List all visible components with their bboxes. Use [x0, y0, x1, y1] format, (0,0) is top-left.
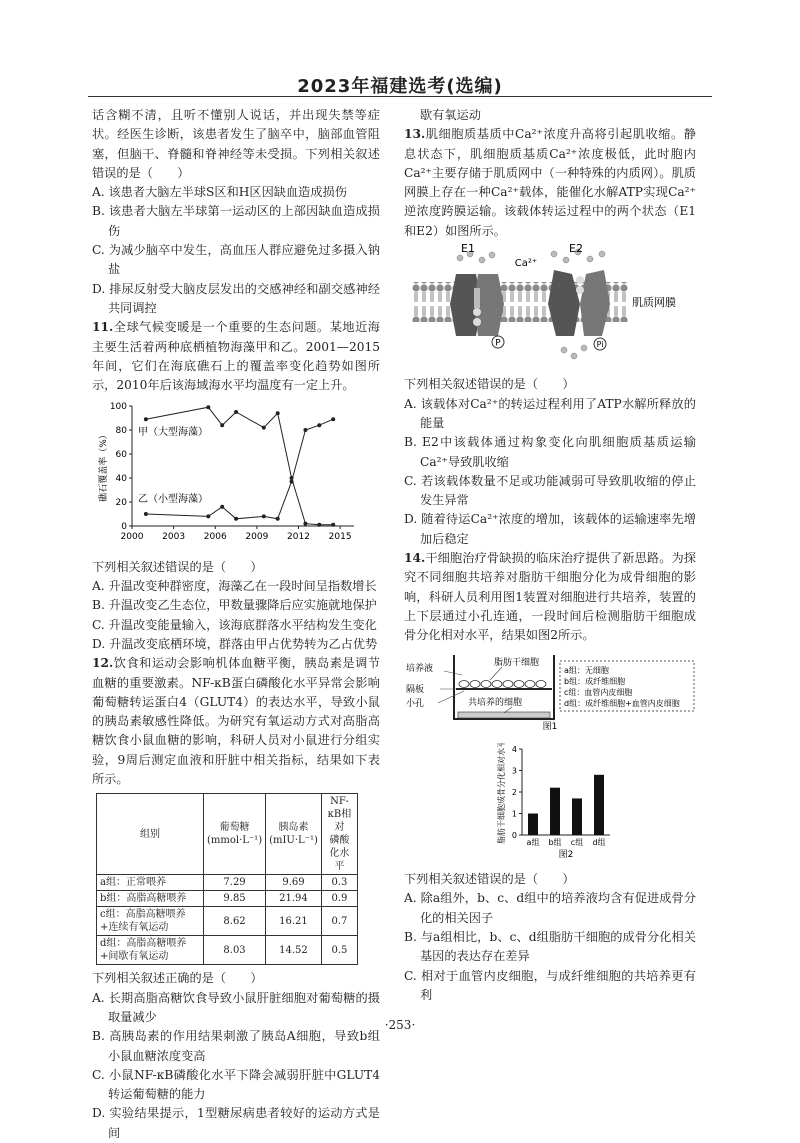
q11-option-c: C. 升温改变能量输入，该海底群落水平结构发生变化 [92, 617, 377, 632]
membrane-label: 肌质网膜 [632, 296, 676, 310]
hole-label: 小孔 [406, 698, 425, 709]
table-cell: b组：高脂高糖喂养 [97, 891, 204, 907]
table-cell: 8.62 [204, 907, 266, 936]
q12-number: 12. [92, 656, 114, 671]
bar [528, 813, 538, 835]
table-header-cell: NF-κB相对 磷酸化水平 [321, 794, 357, 875]
e2-label: E2 [569, 244, 583, 256]
q14-question: 下列相关叙述错误的是（ ） [404, 872, 575, 887]
bar [550, 788, 560, 835]
series-point [331, 418, 335, 422]
header-rule [88, 96, 712, 97]
coculture-cells-label: 共培养的细胞 [468, 697, 523, 708]
table-cell: 14.52 [266, 936, 322, 965]
q12-option-b: B. 高胰岛素的作用结果刺激了胰岛A细胞，导致b组小鼠血糖浓度变高 [92, 1029, 380, 1063]
osteogenic-bar-chart [404, 743, 696, 861]
q12-option-c: C. 小鼠NF-κB磷酸化水平下降会减弱肝脏中GLUT4转运葡萄糖的能力 [92, 1067, 380, 1102]
table-cell: 21.94 [266, 891, 322, 907]
q14-option-b: B. 与a组相比，b、c、d组脂肪干细胞的成骨分化相关基因的表达存在差异 [404, 930, 696, 964]
culture-medium-label: 培养液 [406, 663, 434, 674]
q11-option-a: A. 升温改变种群密度，海藻乙在一段时间呈指数增长 [92, 579, 377, 594]
table-row [97, 936, 358, 965]
table-row [97, 907, 358, 936]
page-number: ·253· [384, 1018, 416, 1032]
q10-continuation: 话含糊不清，且听不懂别人说话，并出现失禁等症状。经医生诊断，该患者发生了脑卒中，脑部血管阻塞，但脑干、脊髓和脊神经等未受损。下列相关叙述错误的是（ ） [92, 108, 380, 180]
calcium-label: Ca²⁺ [514, 258, 538, 270]
series-point [234, 517, 238, 521]
q13-number: 13. [404, 127, 426, 142]
e1-label: E1 [461, 244, 475, 256]
calcium-pump-diagram [404, 244, 696, 366]
bar [594, 775, 604, 835]
series-line-jia [146, 408, 333, 526]
y-tick-label: 4 [511, 744, 517, 754]
table-header-row [97, 794, 358, 875]
table-header-cell: 葡萄糖 (mmol·L⁻¹) [204, 794, 266, 875]
e1-carrier-shape [450, 274, 504, 336]
x-tick-label: c组 [570, 837, 584, 847]
series-point [317, 424, 321, 428]
y-tick-label: 100 [109, 402, 127, 413]
x-tick-label: 2006 [203, 532, 227, 543]
table-cell: 9.69 [266, 875, 322, 891]
series-point [317, 523, 321, 527]
left-column [92, 106, 380, 1143]
table-cell: 8.03 [204, 936, 266, 965]
q11-number: 11. [92, 320, 114, 335]
coculture-apparatus-diagram [404, 649, 696, 731]
series-point [206, 406, 210, 410]
q12-question: 下列相关叙述正确的是（ ） [92, 971, 263, 986]
series-point [303, 428, 307, 432]
table-cell: 7.29 [204, 875, 266, 891]
page-header-title: 2023年福建选考(选编) [297, 76, 503, 97]
q13-option-c: C. 若该载体数量不足或功能减弱可导致肌收缩的停止发生异常 [404, 473, 696, 508]
legend-item: d组：成纤维细胞+血管内皮细胞 [564, 698, 680, 708]
adsc-label: 脂肪干细胞 [494, 657, 540, 668]
series-point [144, 418, 148, 422]
x-tick-label: 2012 [287, 532, 310, 543]
y-tick-label: 3 [511, 766, 517, 776]
series-point [206, 515, 210, 519]
seaweed-coverage-chart [92, 398, 380, 548]
q11-text: 全球气候变暖是一个重要的生态问题。某地近海主要生活着两种底栖植物海藻甲和乙。2001—2015年间，它们在海底礁石上的覆盖率变化趋势如图所示，2010年后该海域海水平均温度有一定上升。 [92, 320, 380, 393]
q12-text: 饮食和运动会影响机体血糖平衡，胰岛素是调节血糖的重要激素。NF-κB蛋白磷酸化水平异常会影响葡萄糖转运蛋白4（GLUT4）的表达水平，导致小鼠的胰岛素敏感性降低。为研究有氧运动方式对高脂高糖饮食小鼠血糖的影响，科研人员对小鼠进行分组实验，9周后测定血液和肝脏中相关指标，结果如下表所示。 [92, 656, 380, 787]
q13-option-d: D. 随着待运Ca²⁺浓度的增加，该载体的运输速率先增加后稳定 [404, 512, 696, 546]
y-axis-label: 脂肪干细胞成骨分化相对水平 [497, 742, 506, 844]
q12-stem [92, 654, 380, 789]
adsc-cells [459, 680, 546, 687]
q13-option-a: A. 该载体对Ca²⁺的转运过程利用了ATP水解所释放的能量 [404, 396, 696, 430]
series-point [276, 412, 280, 416]
series-point [290, 480, 294, 484]
q10-option-c: C. 为减少脑卒中发生，高血压人群应避免过多摄入钠盐 [92, 243, 380, 277]
y-tick-label: 40 [115, 474, 127, 485]
series-point [262, 426, 266, 430]
series-point [303, 522, 307, 526]
q13-option-b: B. E2中该载体通过构象变化向肌细胞质基质运输Ca²⁺导致肌收缩 [404, 435, 696, 469]
series-label-yi: 乙（小型海藻） [138, 494, 208, 506]
q14-option-a: A. 除a组外，b、c、d组中的培养液均含有促进成骨分化的相关因子 [404, 891, 696, 925]
series-point [262, 515, 266, 519]
x-tick-label: 2003 [162, 532, 186, 543]
legend-item: a组：无细胞 [564, 665, 609, 675]
y-tick-label: 2 [511, 787, 517, 797]
q11-stem [92, 318, 380, 395]
series-point [234, 410, 238, 414]
figure1-caption: 图1 [542, 721, 558, 731]
series-point [276, 517, 280, 521]
q11-question: 下列相关叙述错误的是（ ） [92, 559, 263, 574]
series-point [331, 523, 335, 527]
x-tick-label: d组 [592, 837, 606, 847]
right-column [404, 106, 696, 1005]
x-tick-label: 2000 [120, 532, 144, 543]
y-tick-label: 20 [115, 498, 127, 509]
q14-text: 干细胞治疗骨缺损的临床治疗提供了新思路。为探究不同细胞共培养对脂肪干细胞分化为成骨细胞的影响，科研人员利用图1装置对细胞进行共培养，装置的上下层通过小孔连通，一段时间后检测脂肪干细胞成骨分化相对水平，结果如图2所示。 [404, 551, 696, 643]
q12-option-a: A. 长期高脂高糖饮食导致小鼠肝脏细胞对葡萄糖的摄取量减少 [92, 990, 380, 1024]
table-cell: 16.21 [266, 907, 322, 936]
y-tick-label: 80 [115, 426, 127, 437]
q11-option-b: B. 升温改变乙生态位，甲数量骤降后应实施就地保护 [92, 598, 377, 613]
y-axis-label: 礁石覆盖率（%） [99, 430, 109, 503]
series-point [220, 505, 224, 509]
table-cell: a组：正常喂养 [97, 875, 204, 891]
q14-stem [404, 549, 696, 645]
table-header-cell: 组别 [97, 794, 204, 875]
x-tick-label: b组 [548, 837, 562, 847]
q10-option-d: D. 排尿反射受大脑皮层发出的交感神经和副交感神经共同调控 [92, 281, 380, 315]
table-row [97, 891, 358, 907]
table-cell: 9.85 [204, 891, 266, 907]
table-header-cell: 胰岛素 (mIU·L⁻¹) [266, 794, 322, 875]
q13-stem [404, 125, 696, 241]
q10-option-a: A. 该患者大脑左半球S区和H区因缺血造成损伤 [92, 185, 347, 200]
plate-label: 隔板 [406, 684, 425, 695]
table-cell: 0.3 [321, 875, 357, 891]
table-cell: 0.5 [321, 936, 357, 965]
table-cell: 0.7 [321, 907, 357, 936]
y-tick-label: 0 [121, 522, 127, 533]
x-tick-label: 2009 [245, 532, 269, 543]
bar [572, 798, 582, 835]
q13-question: 下列相关叙述错误的是（ ） [404, 377, 575, 392]
table-cell: d组：高脂高糖喂养+间歇有氧运动 [97, 936, 204, 965]
q13-text: 肌细胞质基质中Ca²⁺浓度升高将引起肌收缩。静息状态下，肌细胞质基质Ca²⁺浓度极低，此时胞内Ca²⁺主要存储于肌质网中（一种特殊的内质网）。肌质网膜上存在一种Ca²⁺载体，能催化水解ATP实现Ca²⁺逆浓度跨膜运输。该载体转运过程中的两个状态（E1和E2）如图所示。 [404, 127, 696, 238]
q12-data-table [96, 793, 358, 965]
q11-option-d: D. 升温改变底栖环境，群落由甲占优势转为乙占优势 [92, 636, 378, 651]
x-tick-label: 2015 [328, 532, 352, 543]
q12-option-d: D. 实验结果提示，1型糖尿病患者较好的运动方式是间 [92, 1106, 380, 1140]
legend-item: c组：血管内皮细胞 [564, 687, 633, 697]
y-tick-label: 1 [511, 809, 517, 819]
q12-option-d-continuation: 歇有氧运动 [420, 108, 481, 122]
x-tick-label: a组 [526, 837, 540, 847]
q14-number: 14. [404, 551, 426, 566]
y-tick-label: 0 [511, 830, 517, 840]
q10-option-b: B. 该患者大脑左半球第一运动区的上部因缺血造成损伤 [92, 204, 380, 238]
pi-label: Pi [596, 340, 604, 350]
phosphate-label: P [495, 338, 501, 349]
series-label-jia: 甲（大型海藻） [138, 427, 208, 439]
e2-carrier-shape [548, 270, 610, 336]
q14-option-c: C. 相对于血管内皮细胞，与成纤维细胞的共培养更有利 [404, 968, 696, 1002]
table-cell: c组：高脂高糖喂养+连续有氧运动 [97, 907, 204, 936]
table-cell: 0.9 [321, 891, 357, 907]
legend-item: b组：成纤维细胞 [564, 676, 626, 686]
table-row [97, 875, 358, 891]
figure2-caption: 图2 [558, 849, 574, 860]
series-point [220, 424, 224, 428]
y-tick-label: 60 [115, 450, 127, 461]
series-point [144, 512, 148, 516]
